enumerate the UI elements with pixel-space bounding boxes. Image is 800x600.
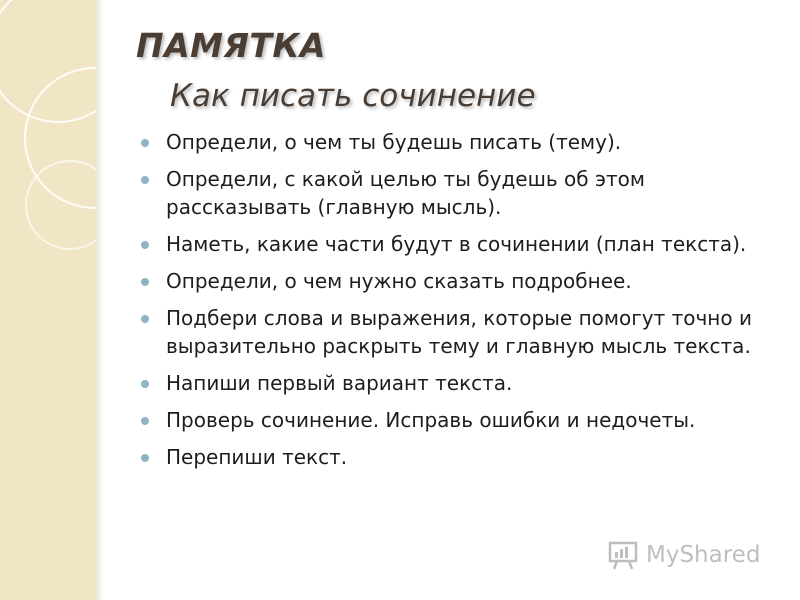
list-item-text: Перепиши текст. (166, 445, 348, 469)
list-item (140, 369, 760, 397)
decorative-circles-icon (0, 0, 96, 600)
watermark (608, 538, 760, 572)
list-item (140, 443, 760, 471)
list-item-text: Проверь сочинение. Исправь ошибки и недочеты. (166, 408, 696, 432)
bullet-icon (141, 380, 149, 388)
watermark-text: MyShared (646, 542, 761, 568)
bullet-icon (141, 241, 149, 249)
bullet-icon (141, 176, 149, 184)
list-item-text: Определи, о чем нужно сказать подробнее. (166, 269, 632, 293)
list-item-text: Напиши первый вариант текста. (166, 371, 513, 395)
bullet-icon (141, 139, 149, 147)
list-item-text: Определи, с какой целью ты будешь об этом рассказывать (главную мысль). (166, 167, 645, 219)
list-item (140, 230, 760, 258)
page-title: ПАМЯТКА (136, 26, 326, 65)
list-item (140, 165, 760, 221)
page-subtitle: Как писать сочинение (170, 78, 536, 114)
list-item (140, 128, 760, 156)
decorative-side-panel (0, 0, 96, 600)
bullet-icon (141, 417, 149, 425)
bullet-icon (141, 454, 149, 462)
list-item-text: Определи, о чем ты будешь писать (тему). (166, 130, 622, 154)
presentation-board-icon (608, 540, 640, 570)
side-panel-shadow (96, 0, 104, 600)
bullet-icon (141, 315, 149, 323)
list-item-text: Наметь, какие части будут в сочинении (план текста). (166, 232, 747, 256)
bullet-icon (141, 278, 149, 286)
list-item-text: Подбери слова и выражения, которые помогут точно и выразительно раскрыть тему и главную мысль текста. (166, 306, 752, 358)
list-item (140, 406, 760, 434)
instruction-list (140, 128, 760, 480)
list-item (140, 267, 760, 295)
list-item (140, 304, 760, 360)
